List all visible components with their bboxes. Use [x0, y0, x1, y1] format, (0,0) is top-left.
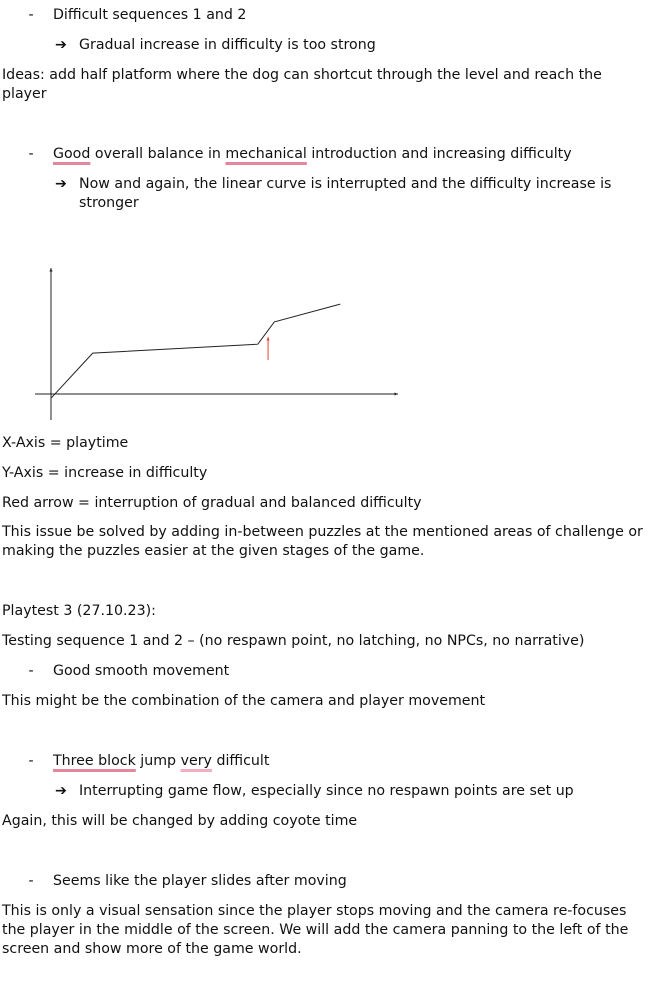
- bullet-dash: -: [28, 146, 34, 162]
- red-arrow-note: Red arrow = interruption of gradual and balanced difficulty: [2, 495, 422, 511]
- bullet-dash: -: [28, 663, 34, 679]
- highlighted-phrase-three-block: Three block: [53, 753, 136, 769]
- bullet-dash: -: [28, 7, 34, 23]
- bullet-player-slides: Seems like the player slides after moving: [53, 873, 347, 889]
- arrow-text-linear-curve: Now and again, the linear curve is interrupted and the difficulty increase is: [79, 176, 612, 192]
- ideas-paragraph: Ideas: add half platform where the dog can shortcut through the level and reach the player: [2, 67, 602, 102]
- playtest-3-heading: Playtest 3 (27.10.23):: [2, 603, 156, 619]
- bullet-dash: -: [28, 873, 34, 889]
- y-axis-note: Y-Axis = increase in difficulty: [2, 465, 208, 481]
- arrow-text-stronger: stronger: [79, 195, 139, 211]
- highlighted-word-very: very: [180, 753, 212, 769]
- highlighted-word-good: Good: [53, 146, 91, 162]
- coyote-time-note: Again, this will be changed by adding coyote time: [2, 813, 358, 829]
- visual-sensation-paragraph: This is only a visual sensation since the player stops moving and the camera re-focuses the player in the middle of the screen. We will add the camera panning to the left of the screen and show more of the game world.: [2, 903, 629, 957]
- difficulty-curve-line: [52, 304, 341, 398]
- arrow-icon: ➔: [55, 37, 67, 53]
- arrow-icon: ➔: [55, 783, 67, 799]
- testing-sequence-line: Testing sequence 1 and 2 – (no respawn point, no latching, no NPCs, no narrative): [2, 633, 585, 649]
- highlighted-word-mechanical: mechanical: [225, 146, 307, 162]
- bullet-smooth-movement: Good smooth movement: [53, 663, 230, 679]
- x-axis-note: X-Axis = playtime: [2, 435, 129, 451]
- arrow-icon: ➔: [55, 176, 67, 192]
- bullet-good-overall-balance: Good overall balance in mechanical introduction and increasing difficulty: [53, 146, 572, 162]
- bullet-three-block-jump: Three block jump very difficult: [53, 753, 270, 769]
- bullet-dash: -: [28, 753, 34, 769]
- bullet-difficult-sequences: Difficult sequences 1 and 2: [53, 7, 247, 23]
- issue-paragraph: This issue be solved by adding in-between puzzles at the mentioned areas of challenge or making the puzzles easier at the given stages of the game.: [2, 524, 643, 559]
- camera-combination-note: This might be the combination of the camera and player movement: [2, 693, 486, 709]
- arrow-text-game-flow: Interrupting game flow, especially since no respawn points are set up: [79, 783, 574, 799]
- arrow-text-gradual-increase: Gradual increase in difficulty is too strong: [79, 37, 376, 53]
